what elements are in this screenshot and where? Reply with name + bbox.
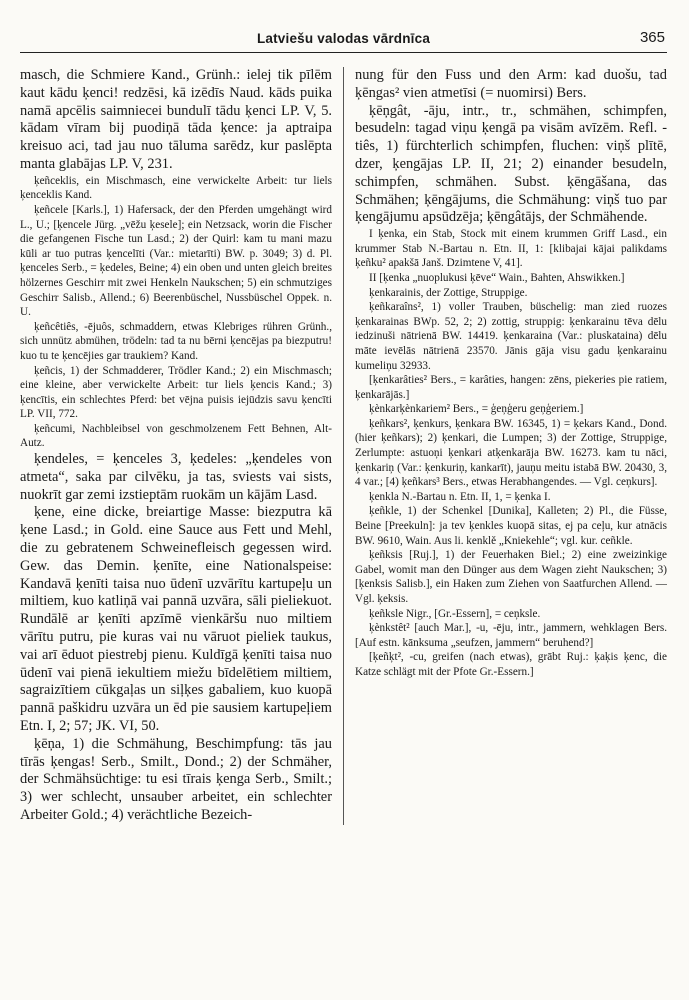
entry-kenka-1: I ķenka, ein Stab, Stock mit einem krummen Griff Lasd., ein krummer Stab N.-Bartau n. Etn. II, 1: [klibajai kājai palikdams ķeñku² apakšā Janš. Dzimtene V, 41]. — [355, 228, 667, 270]
entry-kenga: ķēņa, 1) die Schmähung, Beschimpfung: tās jau tīrās ķengas! Serb., Smilt., Dond.; 2) der Schmäher, der Schmähsüchtige: tu esi tīrais ķenga Serb., Smilt.; 3) wer schlecht, unsauber arbeitet, ein schlechter Arbeiter Gold.; 4) verächtliche Bezeich- — [20, 735, 332, 823]
entry-kenkarains: ķeñkaraîns², 1) voller Trauben, büschelig: man zied ruozes ķenkarainas BWp. 52, 2; 2) zottig, struppig: ķenkarainu tēva dēlu iedzinuši nātrienā BW. 14419. ķenkaraina (Var.: pluskataina) dēlu māte ievēlās nātrienā 23570. Jānis gāja visu gadu ķenkarainu kumeliņu 32933. — [355, 301, 667, 372]
entry-kenka-2: II [ķenka „nuoplukusi ķēve“ Wain., Bahten, Ahswikken.] — [369, 271, 625, 284]
entry-continuation: masch, die Schmiere Kand., Grünh.: ielej tik pīlēm kaut kādu ķenci! redzēsi, kā izēdīs Naud. kāds puika namā apcēlis saimniecei bundulī tādu ķenci LP. V, 5. kādam vīram bij puodiņā tāda ķence: ja aptraipa kreisuo aci, tad jau nuo tāluma sarēdz, kur paslēpta manta glabājas LP. V, 231. — [20, 67, 332, 172]
entry-kenksis: ķeñksis [Ruj.], 1) der Feuerhaken Biel.; 2) eine zweizinkige Gabel, womit man den Dünger aus dem Wagen zieht Naukschen; 3) [ķenksis Salisb.], ein Haken zum Ziehen von Saatfurchen Allend. — Vgl. ķeksis. — [355, 549, 667, 606]
entry-kenkle: ķeñkle, 1) der Schenkel [Dunika], Kalleten; 2) Pl., die Füsse, Beine [Preekuln]: ja tev ķenkles kuopā sitas, ej pa ceļu, kur atnācis BW. 9610, Wain. Aus li. kenklě „Kniekehle“; vgl. kur. ceñkle. — [355, 505, 667, 547]
running-title: Latviešu valodas vārdnīca — [256, 31, 431, 46]
entry-kencele: ķeñcele [Karls.], 1) Hafersack, der den Pferden umgehängt wird L., U.; [ķencele Jürg. „vēžu ķesele]; ein Netzsack, worin die Fischer die gefangenen Fische tun Lasd.; 2) der Quirl: kam tu mani mazu kūli ar tuo putras ķencelīti (Var.: mietarīti) BW. p. 3049; 3) d. Pl. ķenceles Serb., = ķedeles, Beine; 4) ein oben und unten gleich breites hölzernes Geschirr mit zwei Henkeln Naukschen; 5) ein schmutziges Geschirr Salisb., Allend.; 6) Beerenbüschel, Nussbüschel Oppek. n. U. — [20, 203, 332, 319]
entry-kenkars: ķeñkars², ķenkurs, ķenkara BW. 16345, 1) = ķekars Kand., Dond. (hier ķeñkars); 2) ķenkari, die Lumpen; 3) der Zottige, Struppige, Zerlumpte: astuoņi ķenkari atķenkarāja BW. 16273. kam tu nāci, ķenkariņ (Var.: ķenkuriņ, kankarīt), jauņu meitu istabā BW. 20430, 3, 4 var.; [4) ķeñkars³ Bers., etwas Herabhangendes. — Vgl. ceņkurs]. — [355, 417, 667, 489]
entry-kenkla: ķenkla N.-Bartau n. Etn. II, 1, = ķenka I. — [369, 490, 551, 503]
entry-kenkaraties: [ķenkarâties² Bers., = karâties, hangen: zēns, piekeries pie ratiem, ķenkarājās.] — [355, 374, 667, 401]
entry-kencis: ķeñcis, 1) der Schmadderer, Trödler Kand.; 2) ein Mischmasch; eine kleine, aber verwickelte Arbeit: tur liels ķencis Kand.; 3) ķencītis, ein schlechtes Pferd: bet vējna puisis iejūdzis savu ķencīti LP. VII, 772. — [20, 364, 332, 421]
page-header — [20, 28, 667, 53]
entry-kene: ķene, eine dicke, breiartige Masse: biezputra kā ķene Lasd.; in Gold. eine Sauce aus Fett und Mehl, die zu gebratenem Schweinefleisch gegessen wird. Gew. das Demin. ķenīte, eine Nationalspeise: Kandavā ķenīti taisa nuo ūdenī uzvārītu kartupeļu un miltiem, kuo katliņā vai pannā uzvāra, sāli pieliekuot. Rundālē ar ķenīti apzīmē vienkāršu nuo miltiem vārītu putru, pie kuras vai nu vāruot pieliek taukus, vai arī ēduot piestrebj pienu. Kuldīgā ķenīti taisa nuo ūdenī vai pienā iekultiem miežu bīdelētiem miltiem, sagraizītiem cūkgaļas un siļķes gabaliem, kuo kuopā pannā paškidru uzvāra un ēd pie sausiem kartupeļiem Etn. I, 2; 57; JK. VI, 50. — [20, 504, 332, 735]
entry-continuation-right: nung für den Fuss und den Arm: kad duošu, tad ķēngas² vien atmetīsi (= nuomirsi) Bers. — [355, 67, 667, 101]
entry-kenceklis: ķeñceklis, ein Mischmasch, eine verwickelte Arbeit: tur liels ķenceklis Kand. — [20, 174, 332, 202]
two-column-body — [20, 67, 667, 825]
entry-kengat: ķēņgât, -āju, intr., tr., schmähen, schimpfen, besudeln: tagad viņu ķengā pa visām avīzēm. Refl. -tiês, 1) fürchterlich schimpfen, fluchen: viņš plītē, dzer, ķengājas LP. II, 21; 2) einander besudeln, schimpfen, schmähen. Subst. ķēngāšana, das Schmähen; ķēngājums, die Schmähung: viņš tuo par ķengājumu apsūdzēja; ķēngâtājs, der Schmähende. — [355, 102, 667, 226]
entry-kenkarainis: ķenkarainis, der Zottige, Struppige. — [369, 286, 528, 299]
entry-kenkstet: ķènkstêt² [auch Mar.], -u, -ēju, intr., jammern, wehklagen Bers. [Auf estn. kānksuma „seufzen, jammern“ beruhend?] — [355, 622, 667, 649]
entry-kenkt: [ķeñķt², -cu, greifen (nach etwas), grābt Ruj.: ķaķis ķenc, die Katze schlägt mit der Pfote Gr.-Essern.] — [355, 651, 667, 678]
page-number: 365 — [639, 29, 665, 46]
entry-kencecties: ķeñcêtiês, -ējuôs, schmaddern, etwas Klebriges rühren Grünh., sich unnütz abmühen, trödeln: tad ta nu bērni ķencējas pa biezputru! kuo tu te ķencējies gar traukiem? Kand. — [20, 320, 332, 362]
right-column — [344, 67, 667, 825]
entry-kendeles: ķendeles, = ķenceles 3, ķedeles: „ķendeles von atmeta“, saka par cilvēku, ja tas, sviests vai sists, nuokrīt gar zemi izstieptām ruokām un kājām Lasd. — [20, 451, 332, 503]
left-column — [20, 67, 344, 825]
entry-kenksle: ķeñksle Nigr., [Gr.-Essern], = ceņksle. — [369, 607, 541, 620]
entry-kencumi: ķeñcumi, Nachbleibsel von geschmolzenem Fett Behnen, Alt-Autz. — [20, 422, 332, 450]
entry-kenkarkenkariem: ķènkarķènkariem² Bers., = ģeņģeru geņģeriem.] — [369, 403, 584, 416]
